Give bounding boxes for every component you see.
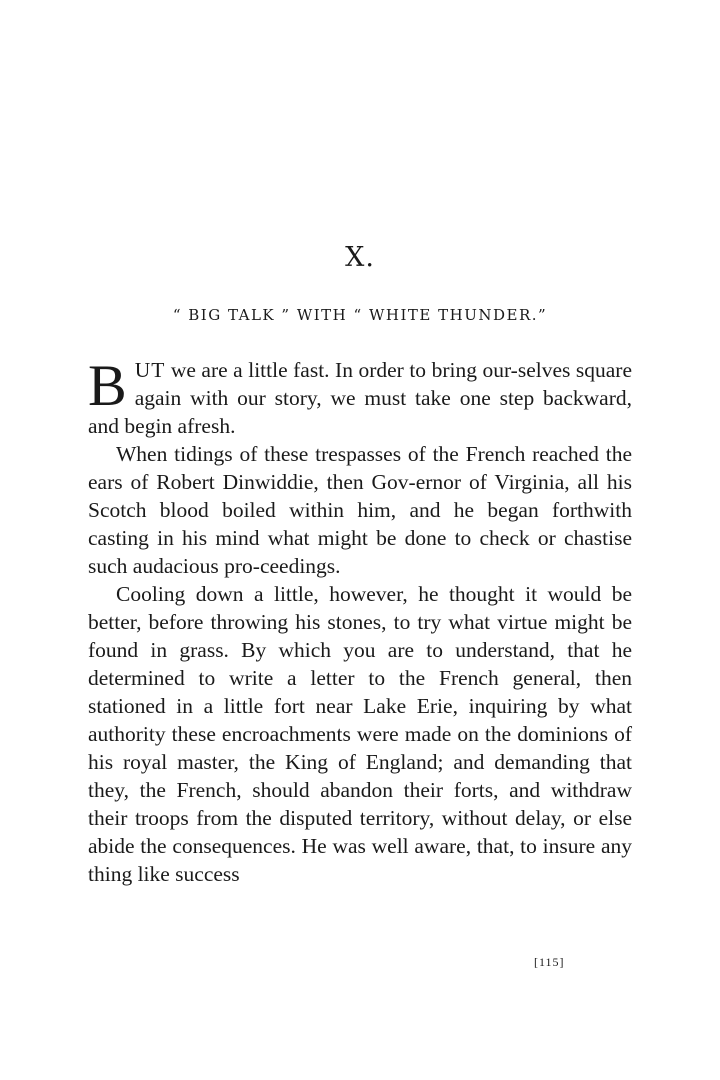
paragraph-1-text: we are a little fast. In order to bring our-selves square again with our story, we must take one step backward, and begin afresh.	[88, 358, 632, 438]
paragraph-3: Cooling down a little, however, he thought it would be better, before throwing his stones, to try what virtue might be found in grass. By which you are to understand, that he determined to write a letter to the French general, then stationed in a little fort near Lake Erie, inquiring by what authority these encroachments were made on the dominions of his royal master, the King of England; and demanding that they, the French, should abandon their forts, and withdraw their troops from the disputed territory, without delay, or else abide the consequences. He was well aware, that, to insure any thing like success	[88, 582, 632, 886]
lead-caps: UT	[134, 358, 166, 382]
paragraph-2: When tidings of these trespasses of the French reached the ears of Robert Dinwiddie, then Gov-ernor of Virginia, all his Scotch blood boiled within him, and he began forthwith casting in his mind what might be done to check or chastise such audacious pro-ceedings.	[88, 442, 632, 578]
chapter-number: X.	[345, 242, 375, 273]
chapter-title: “ BIG TALK ” WITH “ WHITE THUNDER.”	[172, 306, 548, 324]
page-number: [115]	[534, 955, 565, 969]
drop-cap: B	[88, 353, 127, 418]
paragraph-1	[88, 353, 632, 440]
body-text	[88, 353, 632, 888]
